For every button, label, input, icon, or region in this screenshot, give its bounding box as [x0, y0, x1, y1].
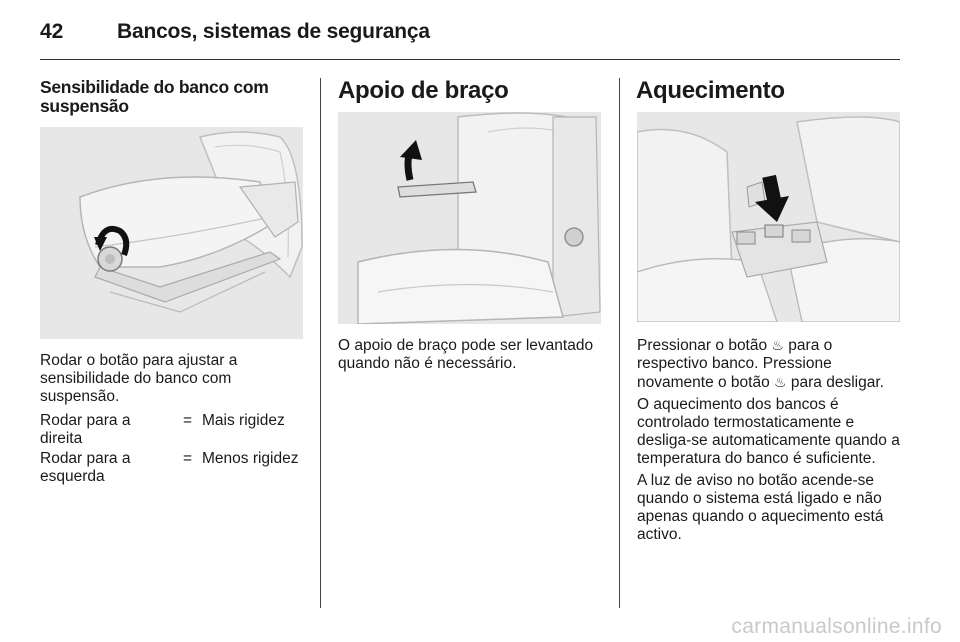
section-suspension	[40, 72, 305, 116]
table-cell-result: Menos rigidez	[202, 450, 299, 467]
table-row	[40, 450, 305, 488]
table-cell-action: Rodar para a direita	[40, 412, 131, 447]
suspension-seat-figure	[40, 127, 303, 339]
heating-text: para o respectivo banco. Pressione novamente o botão	[637, 337, 833, 391]
armrest-body: O apoio de braço pode ser levantado quando não é necessário.	[338, 337, 594, 372]
armrest-figure	[338, 112, 601, 324]
header-divider	[40, 59, 900, 60]
suspension-body: Rodar o botão para ajustar a sensibilidade do banco com suspensão.	[40, 352, 238, 405]
table-cell-equals: =	[183, 412, 193, 429]
column-divider-2	[619, 78, 620, 608]
table-row	[40, 412, 305, 450]
table-cell-equals: =	[183, 450, 193, 467]
chapter-title: Bancos, sistemas de segurança	[117, 20, 430, 43]
heating-paragraph-1	[637, 336, 907, 392]
seat-heating-figure	[637, 112, 900, 322]
section-title-armrest: Apoio de braço	[338, 77, 509, 104]
section-title-heating: Aquecimento	[636, 77, 785, 104]
seat-heater-icon: ♨	[774, 374, 787, 390]
section-heating	[636, 72, 902, 106]
table-cell-action: Rodar para a esquerda	[40, 450, 131, 485]
heating-text: para desligar.	[786, 374, 884, 391]
column-divider-1	[320, 78, 321, 608]
page-number: 42	[40, 20, 64, 43]
stiffness-table	[40, 412, 305, 488]
heating-paragraph-2: O aquecimento dos bancos é controlado termostaticamente e desliga-se automaticamente quando a temperatura do banco é suficiente.	[637, 396, 900, 467]
page-header	[40, 14, 900, 62]
watermark: carmanualsonline.info	[731, 615, 942, 638]
heating-paragraph-3: A luz de aviso no botão acende-se quando o sistema está ligado e não apenas quando o aquecimento está activo.	[637, 472, 884, 543]
section-armrest	[338, 72, 604, 106]
section-title-suspension: Sensibilidade do banco com suspensão	[40, 77, 269, 116]
table-cell-result: Mais rigidez	[202, 412, 285, 429]
heating-text: Pressionar o botão	[637, 337, 772, 354]
seat-heater-icon: ♨	[771, 337, 784, 353]
